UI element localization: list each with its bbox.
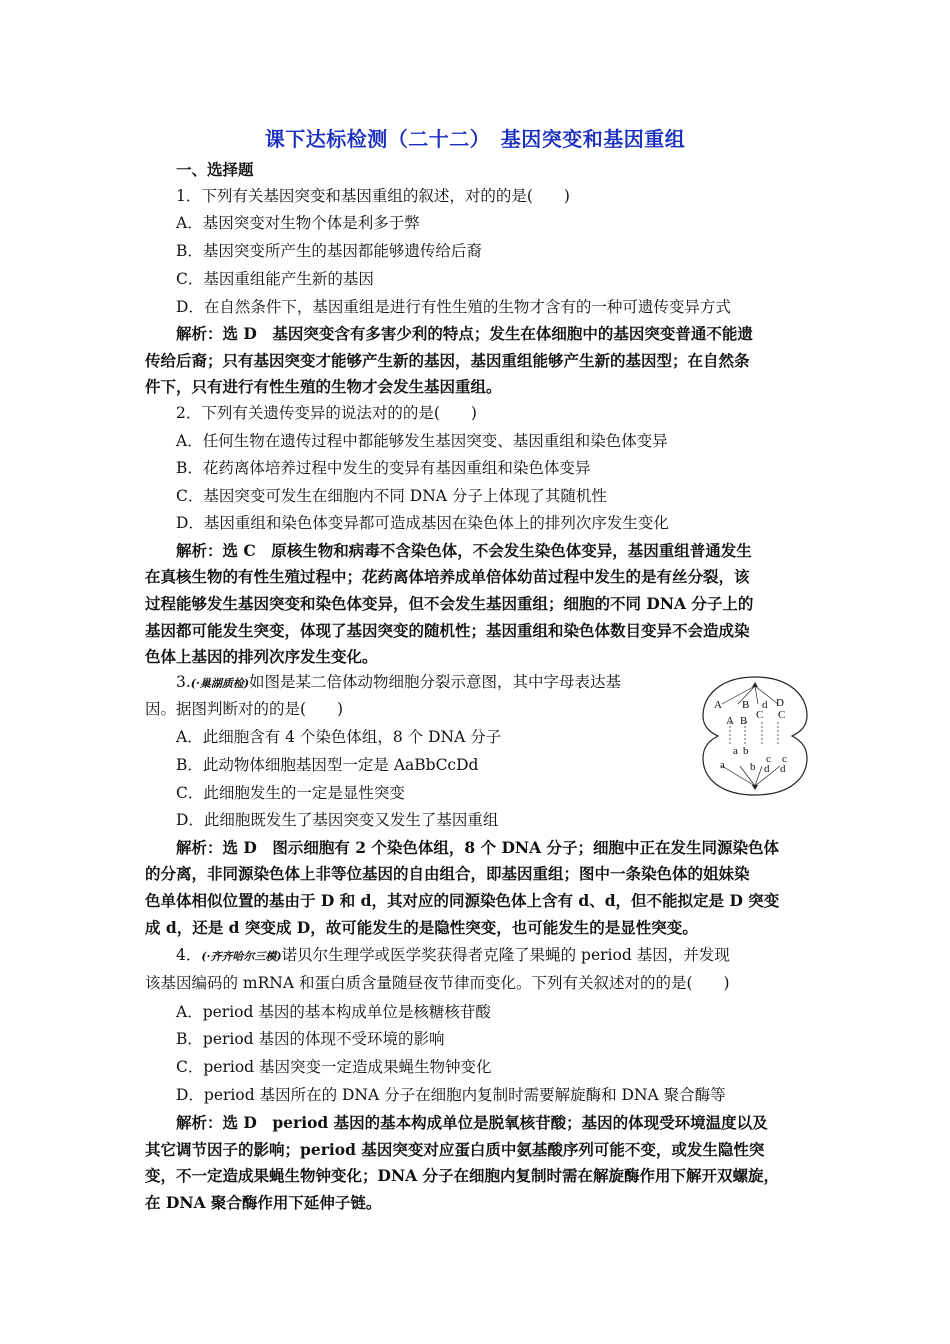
q3-option-b: B．此动物体细胞基因型一定是 AaBbCcDd — [176, 756, 479, 774]
q4-stem-2: 该基因编码的 mRNA 和蛋白质含量随昼夜节律而变化。下列有关叙述对的的是( ) — [145, 974, 730, 992]
q4-option-d: D．period 基因所在的 DNA 分子在细胞内复制时需要解旋酶和 DNA 聚合酶等 — [176, 1086, 726, 1104]
q1-option-a: A．基因突变对生物个体是利多于弊 — [176, 214, 420, 232]
q1-explanation-1: 解析：选 D 基因突变含有多害少利的特点；发生在体细胞中的基因突变普通不能遗 — [176, 324, 753, 343]
q3-option-d: D．此细胞既发生了基因突变又发生了基因重组 — [176, 811, 499, 829]
gene-label-D-1: D — [776, 697, 784, 709]
q1-explanation-2: 传给后裔；只有基因突变才能够产生新的基因，基因重组能够产生新的基因型；在自然条 — [145, 351, 750, 370]
q2-option-a: A．任何生物在遗传过程中都能够发生基因突变、基因重组和染色体变异 — [176, 432, 668, 450]
q4-number: 4． — [176, 946, 202, 964]
q2-explanation-2: 在真核生物的有性生殖过程中；花药离体培养成单倍体幼苗过程中发生的是有丝分裂，该 — [145, 567, 750, 586]
q3-explanation-3: 色单体相似位置的基由于 D 和 d，其对应的同源染色体上含有 d、d，但不能拟定是 D 突变 — [145, 891, 780, 910]
q2-option-c: C．基因突变可发生在细胞内不同 DNA 分子上体现了其随机性 — [176, 487, 607, 505]
q3-option-a: A．此细胞含有 4 个染色体组，8 个 DNA 分子 — [176, 728, 502, 746]
gene-label-C-2: C — [778, 709, 786, 721]
cell-division-diagram — [700, 674, 810, 798]
q1-explanation-3: 件下，只有进行有性生殖的生物才会发生基因重组。 — [145, 377, 502, 396]
chromosome-fibers — [730, 722, 778, 746]
q4-stem-line-1 — [176, 945, 841, 967]
q4-source: (·齐齐哈尔三模) — [201, 950, 282, 963]
centrosome-bottom — [752, 785, 758, 790]
q1-option-c: C．基因重组能产生新的基因 — [176, 270, 374, 288]
q1-option-d: D．在自然条件下，基因重组是进行有性生殖的生物才含有的一种可遗传变异方式 — [176, 298, 731, 316]
q3-number: 3. — [176, 673, 191, 691]
gene-label-b-2: b — [750, 761, 756, 773]
section-heading: 一、选择题 — [176, 160, 254, 179]
q2-explanation-3: 过程能够发生基因突变和染色体变异，但不会发生基因重组；细胞的不同 DNA 分子上的 — [145, 594, 754, 613]
q3-explanation-4: 成 d，还是 d 突变成 D，故可能发生的是隐性突变，也可能发生的是显性突变。 — [145, 918, 698, 937]
gene-label-B-2: B — [740, 715, 748, 727]
q3-stem-1: 如图是某二倍体动物细胞分裂示意图，其中字母表达基 — [249, 673, 622, 691]
gene-label-B-1: B — [742, 699, 750, 711]
q2-explanation-4: 基因都可能发生突变，体现了基因突变的随机性；基因重组和染色体数目变异不会造成染 — [145, 621, 750, 640]
q1-stem: 1．下列有关基因突变和基因重组的叙述，对的的是( ) — [176, 187, 570, 205]
q3-explanation-2: 的分离，非同源染色体上非等位基因的自由组合，即基因重组；图中一条染色体的姐妹染 — [145, 864, 750, 883]
gene-label-c-2: c — [782, 753, 787, 765]
gene-label-b-1: b — [743, 745, 749, 757]
page-title: 课下达标检测（二十二） 基因突变和基因重组 — [264, 127, 686, 151]
gene-label-d-3: d — [780, 763, 786, 775]
q4-explanation-1: 解析：选 D period 基因的基本构成单位是脱氧核苷酸；基因的体现受环境温度以及 — [176, 1113, 768, 1132]
gene-label-d-1: d — [762, 699, 768, 711]
gene-label-a-1: a — [733, 745, 738, 757]
q4-option-a: A．period 基因的基本构成单位是核糖核苷酸 — [176, 1003, 491, 1021]
q4-stem-1: 诺贝尔生理学或医学奖获得者克隆了果蝇的 period 基因，并发现 — [281, 946, 730, 964]
gene-label-a-2: a — [720, 759, 725, 771]
q4-explanation-4: 在 DNA 聚合酶作用下延伸子链。 — [145, 1193, 382, 1212]
q4-option-b: B．period 基因的体现不受环境的影响 — [176, 1030, 445, 1048]
q3-explanation-1: 解析：选 D 图示细胞有 2 个染色体组，8 个 DNA 分子；细胞中正在发生同源染色体 — [176, 838, 780, 857]
q4-explanation-2: 其它调节因子的影响；period 基因突变对应蛋白质中氨基酸序列可能不变，或发生隐性突 — [145, 1140, 765, 1159]
q3-option-c: C．此细胞发生的一定是显性突变 — [176, 784, 405, 802]
q2-option-d: D．基因重组和染色体变异都可造成基因在染色体上的排列次序发生变化 — [176, 514, 669, 532]
gene-label-c-1: c — [766, 753, 771, 765]
gene-label-C-1: C — [756, 709, 764, 721]
q4-explanation-3: 变，不一定造成果蝇生物钟变化；DNA 分子在细胞内复制时需在解旋酶作用下解开双螺旋， — [145, 1166, 780, 1185]
q2-option-b: B．花药离体培养过程中发生的变异有基因重组和染色体变异 — [176, 459, 591, 477]
q2-stem: 2．下列有关遗传变异的说法对的的是( ) — [176, 404, 477, 422]
q4-option-c: C．period 基因突变一定造成果蝇生物钟变化 — [176, 1058, 492, 1076]
q2-explanation-1: 解析：选 C 原核生物和病毒不含染色体，不会发生染色体变异，基因重组普通发生 — [176, 541, 752, 560]
gene-label-A-2: A — [726, 715, 734, 727]
centrosome-top — [752, 682, 758, 687]
gene-label-A-1: A — [714, 699, 722, 711]
q1-option-b: B．基因突变所产生的基因都能够遗传给后裔 — [176, 242, 482, 260]
spindle-top — [722, 686, 778, 704]
cell-outline — [703, 677, 807, 795]
gene-label-d-2: d — [764, 763, 770, 775]
q3-source: (·巢湖质检) — [190, 677, 250, 690]
q2-explanation-5: 色体上基因的排列次序发生变化。 — [145, 647, 378, 666]
q3-stem-2: 因。据图判断对的的是( ) — [145, 700, 344, 718]
